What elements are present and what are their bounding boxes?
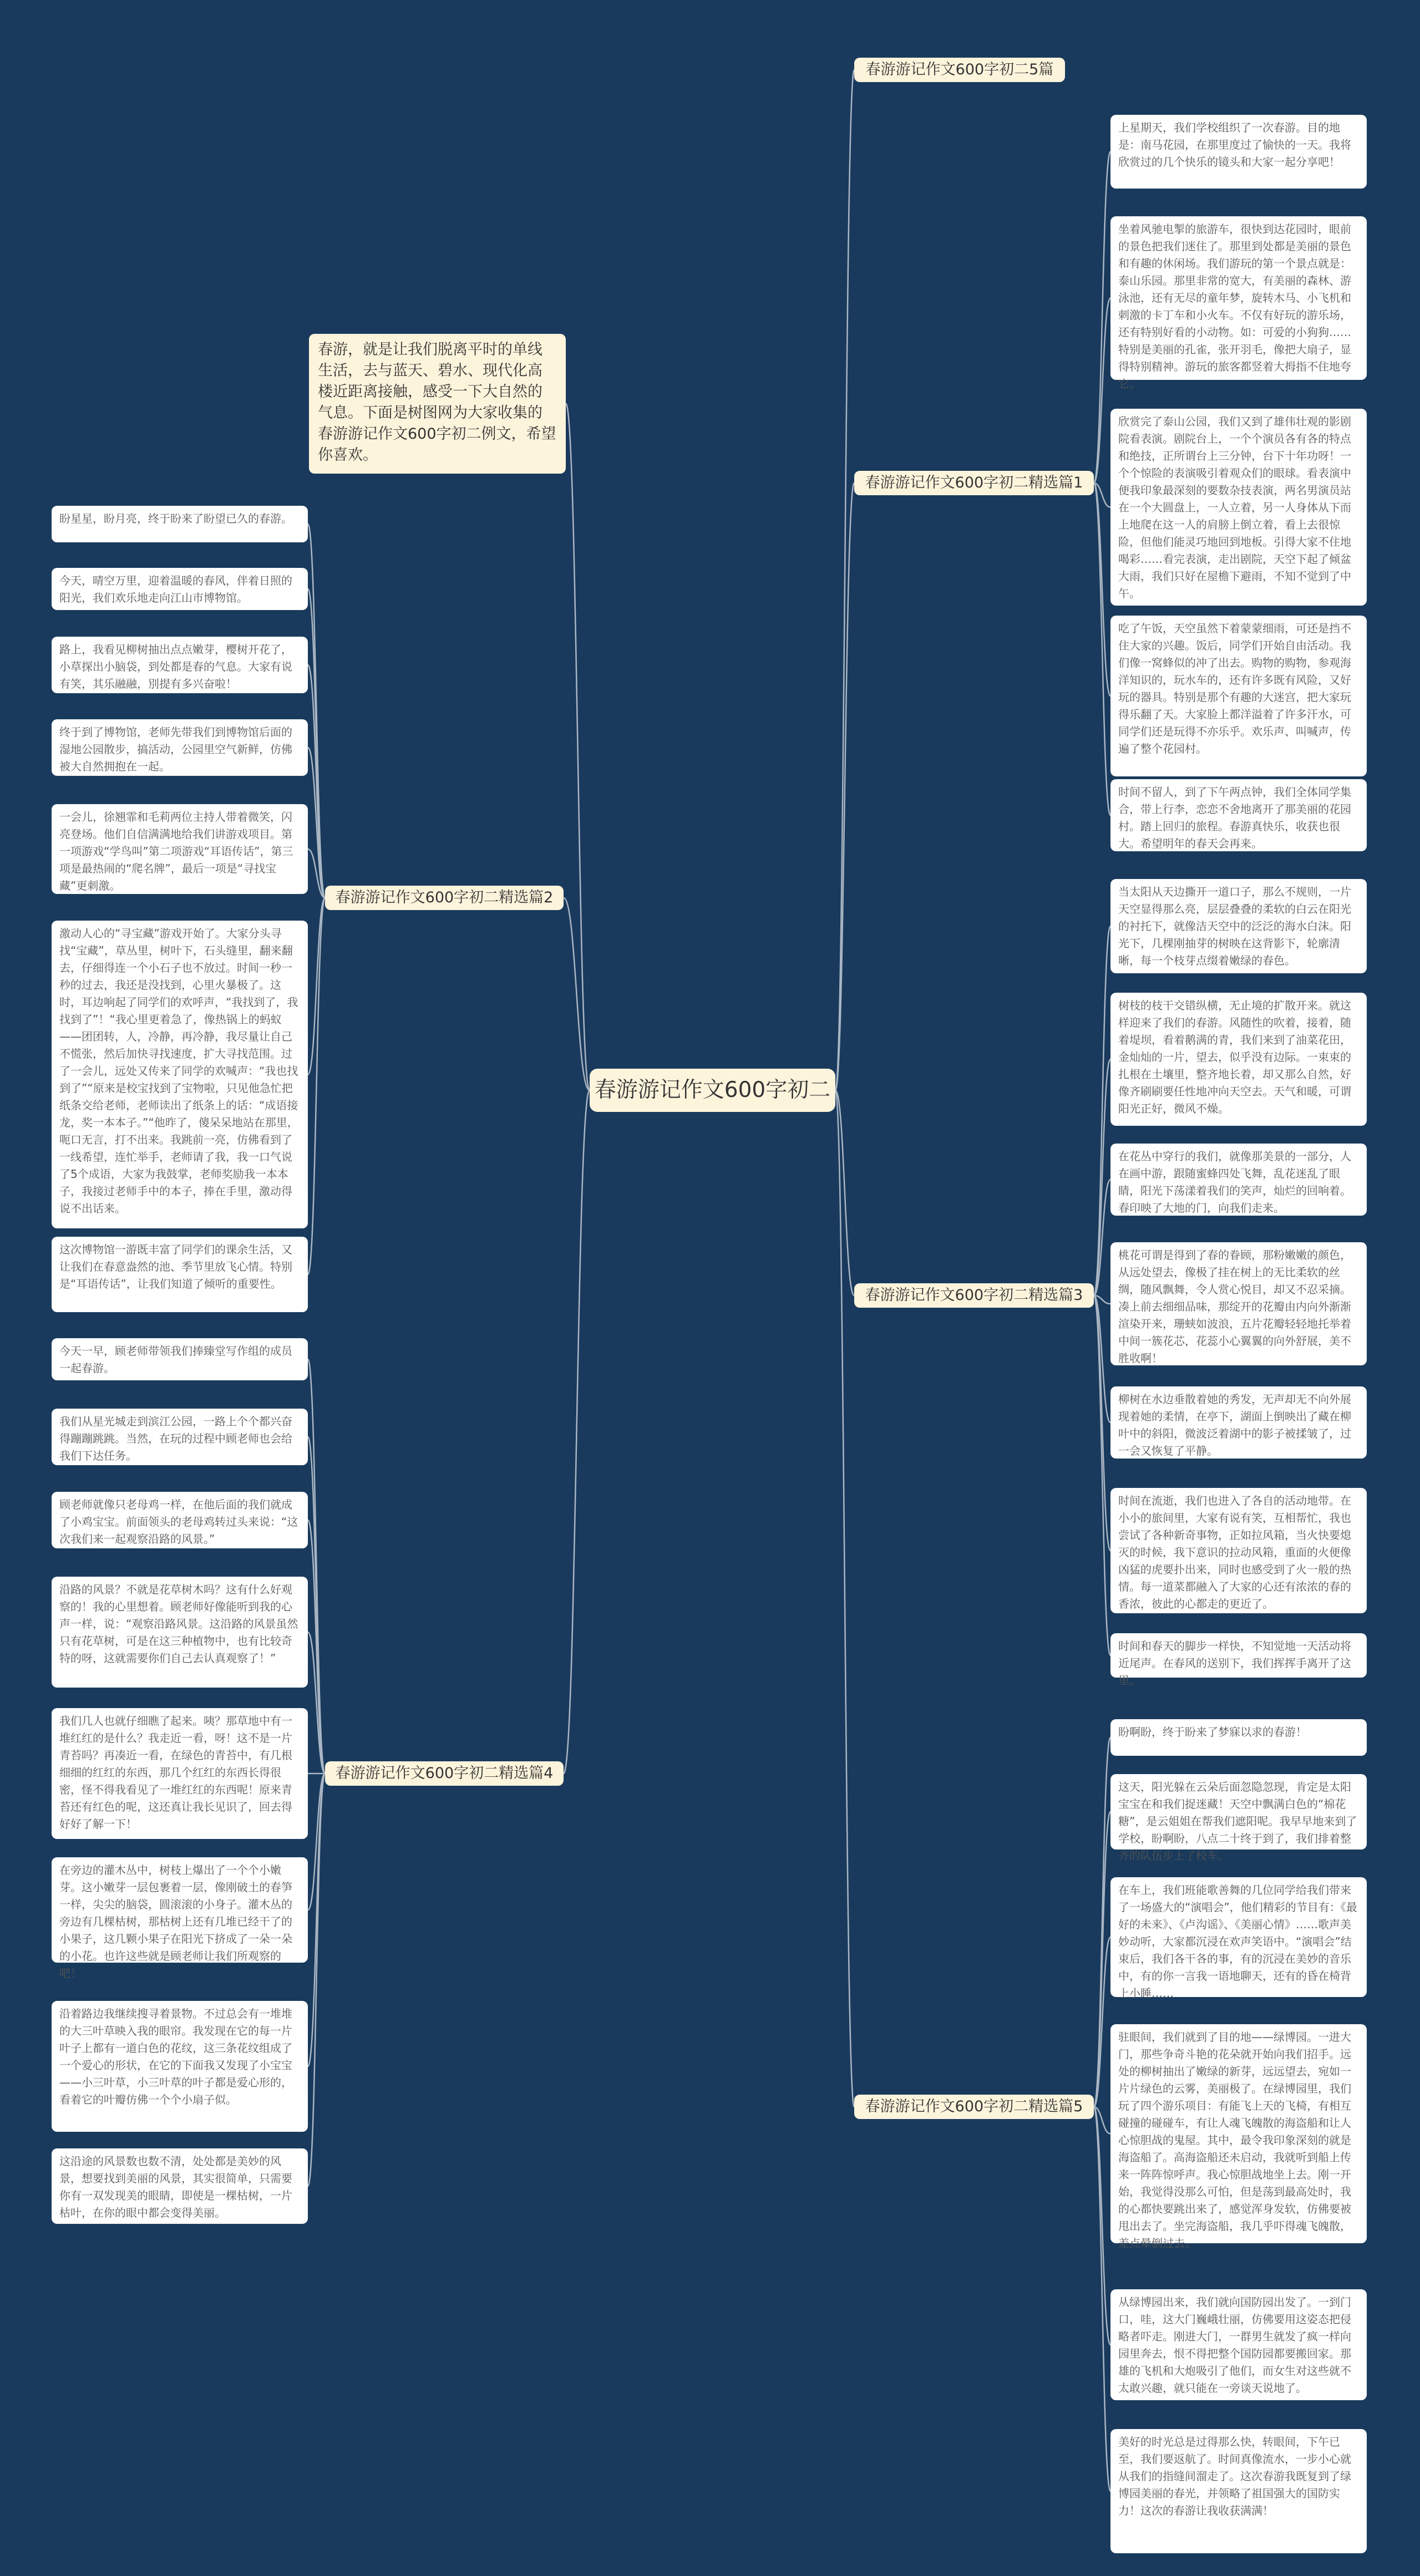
leaf-card[interactable]: 桃花可谓是得到了春的眷顾，那粉嫩嫩的颜色，从远处望去，像极了挂在树上的无比柔软的丝绸，随风飘舞，令人赏心悦目，却又不忍采摘。凑上前去细细品味，那绽开的花瓣由内向外渐渐渲染开来，珊蛱如波浪，五片花瓣轻轻地托举着中间一簇花芯，花蕊小心翼翼的向外舒展，美不胜收啊！: [1110, 1242, 1367, 1365]
branch-node-0[interactable]: 春游游记作文600字初二5篇: [854, 58, 1065, 82]
leaf-card[interactable]: 从绿博园出来，我们就向国防园出发了。一到门口，哇，这大门巍峨壮丽，仿佛要用这姿态把侵略者吓走。刚进大门，一群男生就发了疯一样向园里奔去，恨不得把整个国防园都要搬回家。那雄的飞机和大炮吸引了他们，而女生对这些就不太敢兴趣，就只能在一旁谈天说地了。: [1110, 2289, 1367, 2400]
intro-node[interactable]: 春游，就是让我们脱离平时的单线生活，去与蓝天、碧水、现代化高楼近距离接触，感受一下大自然的气息。下面是树图网为大家收集的春游游记作文600字初二例文，希望你喜欢。: [309, 334, 566, 474]
branch-node-2[interactable]: 春游游记作文600字初二精选篇2: [325, 886, 564, 910]
leaf-card[interactable]: 一会儿，徐翘霏和毛莉两位主持人带着微笑，闪亮登场。他们自信满满地给我们讲游戏项目。第一项游戏“学鸟叫”第二项游戏“耳语传话”，第三项是最热闹的“爬名牌”，最后一项是“寻找宝藏”更刺激。: [52, 804, 308, 894]
connector-branch-5: [835, 1090, 854, 2107]
root-node[interactable]: 春游游记作文600字初二: [590, 1069, 835, 1112]
leaf-card[interactable]: 在车上，我们班能歌善舞的几位同学给我们带来了一场盛大的“演唱会”，他们精彩的节目有：《最好的未来》、《卢沟谣》、《美丽心情》……歌声美妙动听，大家都沉浸在欢声笑语中。“演唱会”结束后，我们各干各的事，有的沉浸在美妙的音乐中，有的你一言我一语地聊天，还有的昏在椅背上小睡……: [1110, 1877, 1367, 1997]
leaf-card[interactable]: 终于到了博物馆，老师先带我们到博物馆后面的湿地公园散步，搞活动，公园里空气新鲜，仿佛被大自然拥抱在一起。: [52, 719, 308, 776]
branch-node-3[interactable]: 春游游记作文600字初二精选篇3: [854, 1283, 1094, 1308]
leaf-card[interactable]: 美好的时光总是过得那么快，转眼间，下午已至，我们要返航了。时间真像流水，一步小心就从我们的指缝间溜走了。这次春游我既复到了绿博园美丽的春光，并领略了祖国强大的国防实力！这次的春游让我收获满满！: [1110, 2429, 1367, 2553]
connector-leaf: [308, 1774, 325, 2066]
branch-node-5[interactable]: 春游游记作文600字初二精选篇5: [854, 2095, 1094, 2119]
leaf-card[interactable]: 树枝的枝干交错纵横，无止境的扩散开来。就这样迎来了我们的春游。风随性的吹着，接着，随着堤坝，看着鹅满的青，我们来到了油菜花田，金灿灿的一片，望去，似乎没有边际。一束束的扎根在土壤里，整齐地长着，却又那么自然，好像齐刷刷要任性地冲向天空去。天气和暖，可谓阳光正好，微风不燥。: [1110, 993, 1367, 1126]
leaf-card[interactable]: 盼啊盼，终于盼来了梦寐以求的春游！: [1110, 1719, 1367, 1756]
leaf-card[interactable]: 欣赏完了泰山公园，我们又到了雄伟壮观的影剧院看表演。剧院台上，一个个演员各有各的特点和绝技，正所谓台上三分钟，台下十年功呀！一个个惊险的表演吸引着观众们的眼球。看表演中便我印象最深刻的要数杂技表演，两名男演员站在一个大圆盘上，一人立着，另一人身体从下而上地爬在这一人的肩膀上倒立着，看上去很惊险，但他们能灵巧地回到地板。引得大家不住地喝彩……看完表演，走出剧院，天空下起了倾盆大雨，我们只好在屋檐下避雨，不知不觉到了中午。: [1110, 409, 1367, 606]
leaf-card[interactable]: 这沿途的风景数也数不清，处处都是美妙的风景，想要找到美丽的风景，其实很简单，只需要你有一双发现美的眼睛，即使是一棵枯树，一片枯叶，在你的眼中都会变得美丽。: [52, 2148, 308, 2224]
connector-branch-0: [835, 70, 854, 1090]
leaf-card[interactable]: 坐着风驰电掣的旅游车，很快到达花园时，眼前的景色把我们迷住了。那里到处都是美丽的景色和有趣的休闲场。我们游玩的第一个景点就是：泰山乐园。那里非常的宽大，有美丽的森林、游泳池，还有无尽的童年梦，旋转木马、小飞机和刺激的卡丁车和小火车。不仅有好玩的游乐场，还有特别好看的小动物。如：可爱的小狗狗……特别是美丽的孔雀，张开羽毛，像把大扇子，显得特别精神。游玩的旅客都竖着大拇指不住地夸它。: [1110, 216, 1367, 380]
leaf-card[interactable]: 上星期天，我们学校组织了一次春游。目的地是：南马花园，在那里度过了愉快的一天。我将欣赏过的几个快乐的镜头和大家一起分享吧！: [1110, 115, 1367, 189]
leaf-card[interactable]: 柳树在水边垂散着她的秀发，无声却无不向外展现着她的柔情，在亭下，湖面上倒映出了藏在柳叶中的斜阳，微波泛着湖中的影子被揉皱了，过一会又恢复了平静。: [1110, 1386, 1367, 1459]
leaf-card[interactable]: 在花丛中穿行的我们，就像那美景的一部分，人在画中游，跟随蜜蜂四处飞舞，乱花迷乱了眼睛，阳光下荡漾着我们的笑声，灿烂的回响着。春印映了大地的门，向我们走来。: [1110, 1144, 1367, 1216]
connector-leaf: [1094, 1737, 1110, 2107]
connector-leaf: [1094, 483, 1110, 815]
connector-leaf: [308, 1437, 325, 1774]
branch-node-4[interactable]: 春游游记作文600字初二精选篇4: [325, 1761, 564, 1786]
leaf-card[interactable]: 激动人心的“寻宝藏”游戏开始了。大家分头寻找“宝藏”，草丛里，树叶下，石头缝里，翻来翻去，仔细得连一个小石子也不放过。时间一秒一秒的过去，我还是没找到，心里火暴极了。这时，耳边响起了同学们的欢呼声，“我找到了，我找到了”！“我心里更着急了，像热锅上的蚂蚁——团团转，人，冷静，再冷静，我尽量让自己不慌张，然后加快寻找速度，扩大寻找范围。过了一会儿，远处又传来了同学的欢喊声：“我也找到了”“原来是校宝找到了宝物啦，只见他急忙把纸条交给老师，老师读出了纸条上的话：“成语接龙，奖一本本子。”“他昨了，傻呆呆地站在那里，呃口无言，打不出来。我跳前一亮，仿佛看到了一线希望，连忙举手，老师请了我，我一口气说了5个成语，大家为我鼓掌，老师奖励我一本本子，我接过老师手中的本子，捧在手里，激动得说不出话来。: [52, 921, 308, 1228]
connector-leaf: [308, 898, 325, 1274]
leaf-card[interactable]: 沿路的风景？不就是花草树木吗？这有什么好观察的！我的心里想着。顾老师好像能听到我的心声一样，说：“观察沿路风景。这沿路的风景虽然只有花草树，可是在这三种植物中，也有比较奇特的呀，这就需要你们自己去认真观察了！”: [52, 1577, 308, 1688]
leaf-card[interactable]: 沿着路边我继续搜寻着景物。不过总会有一堆堆的大三叶草映入我的眼帘。我发现在它的每一片叶子上都有一道白色的花纹，这三条花纹组成了一个爱心的形状，在它的下面我又发现了小宝宝——小三叶草，小三叶草的叶子都是爱心形的，看着它的叶瓣仿佛一个个小扇子似。: [52, 2001, 308, 2132]
leaf-card[interactable]: 时间不留人，到了下午两点钟，我们全体同学集合，带上行李，恋恋不舍地离开了那美丽的花园村。踏上回归的旅程。春游真快乐，收获也很大。希望明年的春天会再来。: [1110, 779, 1367, 851]
leaf-card[interactable]: 时间和春天的脚步一样快，不知觉地一天活动将近尾声。在春风的送别下，我们挥挥手离开了这里。: [1110, 1633, 1367, 1678]
leaf-card[interactable]: 顾老师就像只老母鸡一样，在他后面的我们就成了小鸡宝宝。前面领头的老母鸡转过头来说：“这次我们来一起观察沿路的风景。”: [52, 1492, 308, 1548]
leaf-card[interactable]: 驻眼间，我们就到了目的地——绿博园。一进大门，那些争奇斗艳的花朵就开始向我们招手。远处的柳树抽出了嫩绿的新芽，远远望去，宛如一片片绿色的云雾，美丽极了。在绿博园里，我们玩了四个游乐项目：有能飞上天的飞椅，有相互碰撞的碰碰车，有让人魂飞魄散的海盗船和让人心惊胆战的鬼屋。其中，最令我印象深刻的就是海盗船了。高海盗船还未启动，我就听到船上传来一阵阵惊呼声。我心惊胆战地坐上去。刚一开始，我觉得没那么可怕，但是荡到最高处时，我的心都快要跳出来了，感觉浑身发软，仿佛要被甩出去了。坐完海盗船，我几乎吓得魂飞魄散，差点晕倒过去。: [1110, 2024, 1367, 2243]
leaf-card[interactable]: 这天，阳光躲在云朵后面忽隐忽现，肯定是太阳宝宝在和我们捉迷藏！天空中飘满白色的“棉花糖”，是云姐姐在帮我们遮阳呢。我早早地来到了学校，盼啊盼，八点二十终于到了，我们排着整齐的队伍步上了校车。: [1110, 1774, 1367, 1850]
leaf-card[interactable]: 今天，晴空万里，迎着温暖的春风，伴着日照的阳光，我们欢乐地走向江山市博物馆。: [52, 568, 308, 610]
leaf-card[interactable]: 吃了午饭，天空虽然下着蒙蒙细雨，可还是挡不住大家的兴趣。饭后，同学们开始自由活动。我们像一窝蜂似的冲了出去。购物的购物，参观海洋知识的，玩水车的，还有许多既有风险，又好玩的器具。特别是那个有趣的大迷宫，把大家玩得乐翻了天。大家脸上都洋溢着了许多汗水，可同学们还是玩得不亦乐乎。欢乐声、叫喊声，传遍了整个花园村。: [1110, 616, 1367, 776]
leaf-card[interactable]: 我们从星光城走到滨江公园，一路上个个都兴奋得蹦蹦跳跳。当然，在玩的过程中顾老师也会给我们下达任务。: [52, 1409, 308, 1465]
branch-node-1[interactable]: 春游游记作文600字初二精选篇1: [854, 471, 1094, 495]
leaf-card[interactable]: 今天一早，顾老师带领我们捧臻堂写作组的成员一起春游。: [52, 1338, 308, 1380]
leaf-card[interactable]: 路上，我看见柳树抽出点点嫩芽，樱树开花了，小草探出小脑袋，到处都是春的气息。大家有说有笑，其乐融融，別提有多兴奋啦！: [52, 637, 308, 693]
connector-branch-4: [564, 1090, 590, 1774]
connector-leaf: [308, 898, 325, 1075]
connector-leaf: [1094, 1295, 1110, 1551]
leaf-card[interactable]: 我们几人也就仔细瞧了起来。咦？那草地中有一堆红红的是什么？我走近一看，呀！这不是一片青苔吗？再凑近一看，在绿色的青苔中，有几根细细的红红的东西，那几个红红的东西长得很密，怪不得我看见了一堆红红的东西呢！原来青苔还有红色的呢，这还真让我长见识了，回去得好好了解一下！: [52, 1708, 308, 1839]
connector-leaf: [308, 524, 325, 898]
leaf-card[interactable]: 当太阳从天边撕开一道口子，那么不规则，一片天空显得那么亮，层层叠叠的柔软的白云在阳光的衬托下，就像洁天空中的泛泛的海水白沫。阳光下，几棵刚抽芽的树映在这背影下，轮廓清晰，每一个枝芽点缀着嫩绿的春色。: [1110, 879, 1367, 973]
connector-intro: [566, 404, 590, 1090]
connector-leaf: [1094, 1812, 1110, 2107]
leaf-card[interactable]: 盼星星，盼月亮，终于盼来了盼望已久的春游。: [52, 506, 308, 542]
leaf-card[interactable]: 这次博物馆一游既丰富了同学们的课余生活，又让我们在春意盎然的池、季节里放飞心情。特别是“耳语传话”，让我们知道了倾听的重要性。: [52, 1237, 308, 1312]
leaf-card[interactable]: 在旁边的灌木丛中，树枝上爆出了一个个小嫩芽。这小嫩芽一层包裹着一层，像刚破土的春笋一样，尖尖的脑袋，圆滚滚的小身子。灌木丛的旁边有几棵枯树，那枯树上还有几堆已经干了的小果子，这几颗小果子在阳光下挤成了一朵一朵的小花。也许这些就是顾老师让我们所观察的吧！: [52, 1857, 308, 1963]
leaf-card[interactable]: 时间在流逝，我们也进入了各自的活动地带。在小小的旅间里，大家有说有笑，互相帮忙，我也尝试了各种新奇事物，正如拉风箱，当火快要熄灭的时候，我下意识的拉动风箱，重面的火便像凶猛的虎要扑出来，同时也感受到了火一般的热情。每一道菜都融入了大家的心还有浓浓的春的香浓，彼此的心都走的更近了。: [1110, 1488, 1367, 1613]
connector-leaf: [1094, 2107, 1110, 2491]
connector-leaf: [1094, 152, 1110, 484]
